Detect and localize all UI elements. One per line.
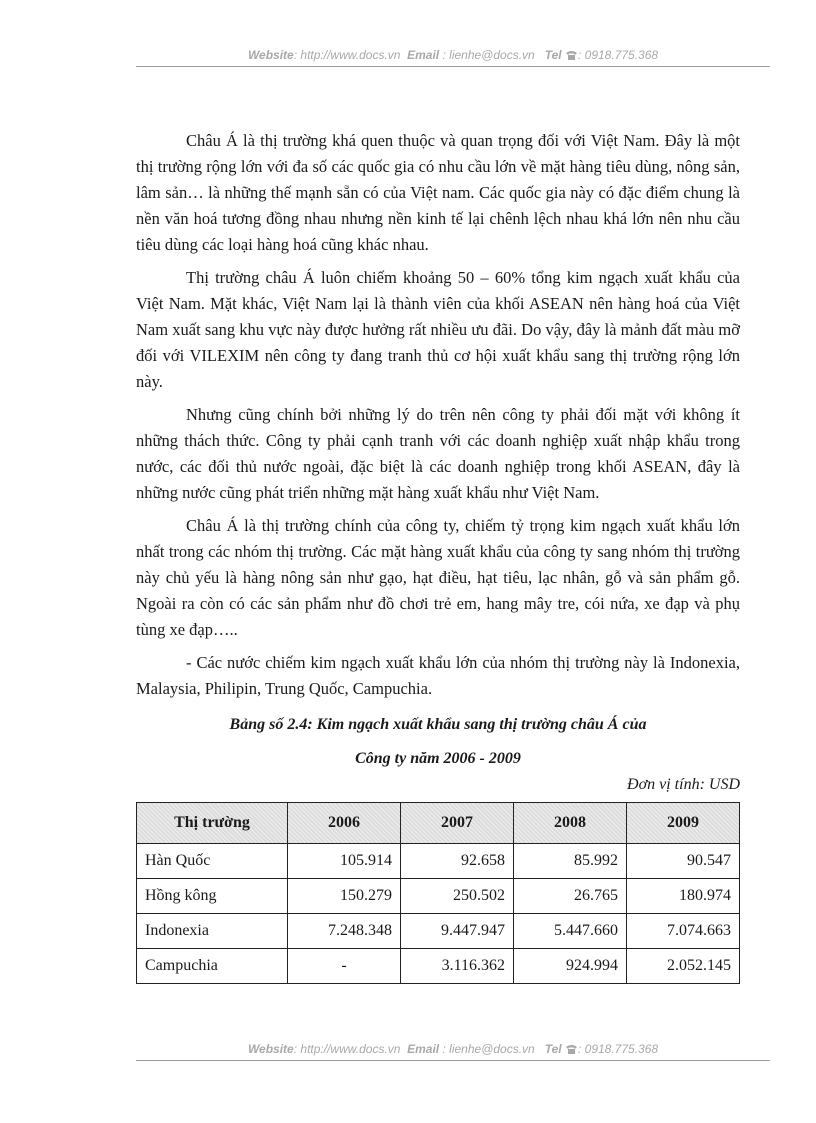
column-header: Thị trường <box>137 803 288 844</box>
table-cell: 7.074.663 <box>627 914 740 949</box>
website-label: Website <box>247 48 294 62</box>
table-cell: 150.279 <box>288 879 401 914</box>
tel-label: Tel <box>544 1042 562 1056</box>
table-row <box>137 949 740 984</box>
phone-icon <box>565 50 578 60</box>
footer-rule <box>136 1060 770 1061</box>
website-label: Website <box>247 1042 294 1056</box>
table-cell: 85.992 <box>514 844 627 879</box>
page-footer <box>136 1042 770 1056</box>
tel-value: : 0918.775.368 <box>577 48 659 62</box>
phone-icon <box>565 1044 578 1054</box>
table-caption-line-2: Công ty năm 2006 - 2009 <box>355 750 521 767</box>
table-row <box>137 844 740 879</box>
table-cell: 92.658 <box>401 844 514 879</box>
table-cell: 5.447.660 <box>514 914 627 949</box>
column-header: 2008 <box>514 803 627 844</box>
table-cell: 3.116.362 <box>401 949 514 984</box>
unit-label: Đơn vị tính: USD <box>627 776 740 793</box>
table-cell: 105.914 <box>288 844 401 879</box>
table-cell: 26.765 <box>514 879 627 914</box>
table-cell: 2.052.145 <box>627 949 740 984</box>
table-cell: 250.502 <box>401 879 514 914</box>
table-cell: Indonexia <box>137 914 288 949</box>
table-cell: 90.547 <box>627 844 740 879</box>
table-cell: Hàn Quốc <box>137 844 288 879</box>
column-header: 2006 <box>288 803 401 844</box>
paragraph: Châu Á là thị trường khá quen thuộc và quan trọng đối với Việt Nam. Đây là một thị trường rộng lớn với đa số các quốc gia có nhu cầu lớn về mặt hàng tiêu dùng, nông sản, lâm sản… là những thế mạnh sẵn có của Việt nam. Các quốc gia này có đặc điểm chung là nền văn hoá tương đồng nhau nhưng nền kinh tế lại chênh lệch nhau khá lớn nên nhu cầu tiêu dùng các loại hàng hoá cũng khác nhau. <box>136 131 740 254</box>
table-cell: - <box>288 949 401 984</box>
body-text <box>136 128 740 709</box>
email-label: Email <box>407 1042 440 1056</box>
tel-label: Tel <box>544 48 562 62</box>
website-value: : http://www.docs.vn <box>293 48 401 62</box>
email-value: : lienhe@docs.vn <box>442 48 535 62</box>
export-table <box>136 802 740 984</box>
column-header: 2007 <box>401 803 514 844</box>
paragraph: - Các nước chiếm kim ngạch xuất khẩu lớn của nhóm thị trường này là Indonexia, Malaysia, Philipin, Trung Quốc, Campuchia. <box>136 653 740 698</box>
table-cell: 7.248.348 <box>288 914 401 949</box>
table-header-row <box>137 803 740 844</box>
table-cell: 924.994 <box>514 949 627 984</box>
website-value: : http://www.docs.vn <box>293 1042 401 1056</box>
paragraph: Châu Á là thị trường chính của công ty, chiếm tỷ trọng kim ngạch xuất khẩu lớn nhất trong các nhóm thị trường. Các mặt hàng xuất khẩu của công ty sang nhóm thị trường này chủ yếu là hàng nông sản như gạo, hạt điều, hạt tiêu, lạc nhân, gỗ và sản phẩm gỗ. Ngoài ra còn có các sản phẩm như đồ chơi trẻ em, hang mây tre, cói nứa, xe đạp và phụ tùng xe đạp….. <box>136 516 740 639</box>
table-row <box>137 914 740 949</box>
email-label: Email <box>407 48 440 62</box>
paragraph: Nhưng cũng chính bởi những lý do trên nên công ty phải đối mặt với không ít những thách thức. Công ty phải cạnh tranh với các doanh nghiệp xuất nhập khẩu trong nước, các đối thủ nước ngoài, đặc biệt là các doanh nghiệp trong khối ASEAN, đây là những nước cũng phát triển những mặt hàng xuất khẩu như Việt Nam. <box>136 405 740 502</box>
table-caption: Bảng số 2.4: Kim ngạch xuất khẩu sang thị trường châu Á của <box>229 716 647 733</box>
email-value: : lienhe@docs.vn <box>442 1042 535 1056</box>
page-header <box>136 48 770 62</box>
table-cell: Hồng kông <box>137 879 288 914</box>
column-header: 2009 <box>627 803 740 844</box>
tel-value: : 0918.775.368 <box>577 1042 659 1056</box>
table-row <box>137 879 740 914</box>
paragraph: Thị trường châu Á luôn chiếm khoảng 50 – 60% tổng kim ngạch xuất khẩu của Việt Nam. Mặt khác, Việt Nam lại là thành viên của khối ASEAN nên hàng hoá của Việt Nam xuất sang khu vực này được hưởng rất nhiều ưu đãi. Do vậy, đây là mảnh đất màu mỡ đối với VILEXIM nên công ty đang tranh thủ cơ hội xuất khẩu sang thị trường rộng lớn này. <box>136 268 740 391</box>
table-cell: 180.974 <box>627 879 740 914</box>
header-rule <box>136 66 770 67</box>
table-cell: 9.447.947 <box>401 914 514 949</box>
table-cell: Campuchia <box>137 949 288 984</box>
